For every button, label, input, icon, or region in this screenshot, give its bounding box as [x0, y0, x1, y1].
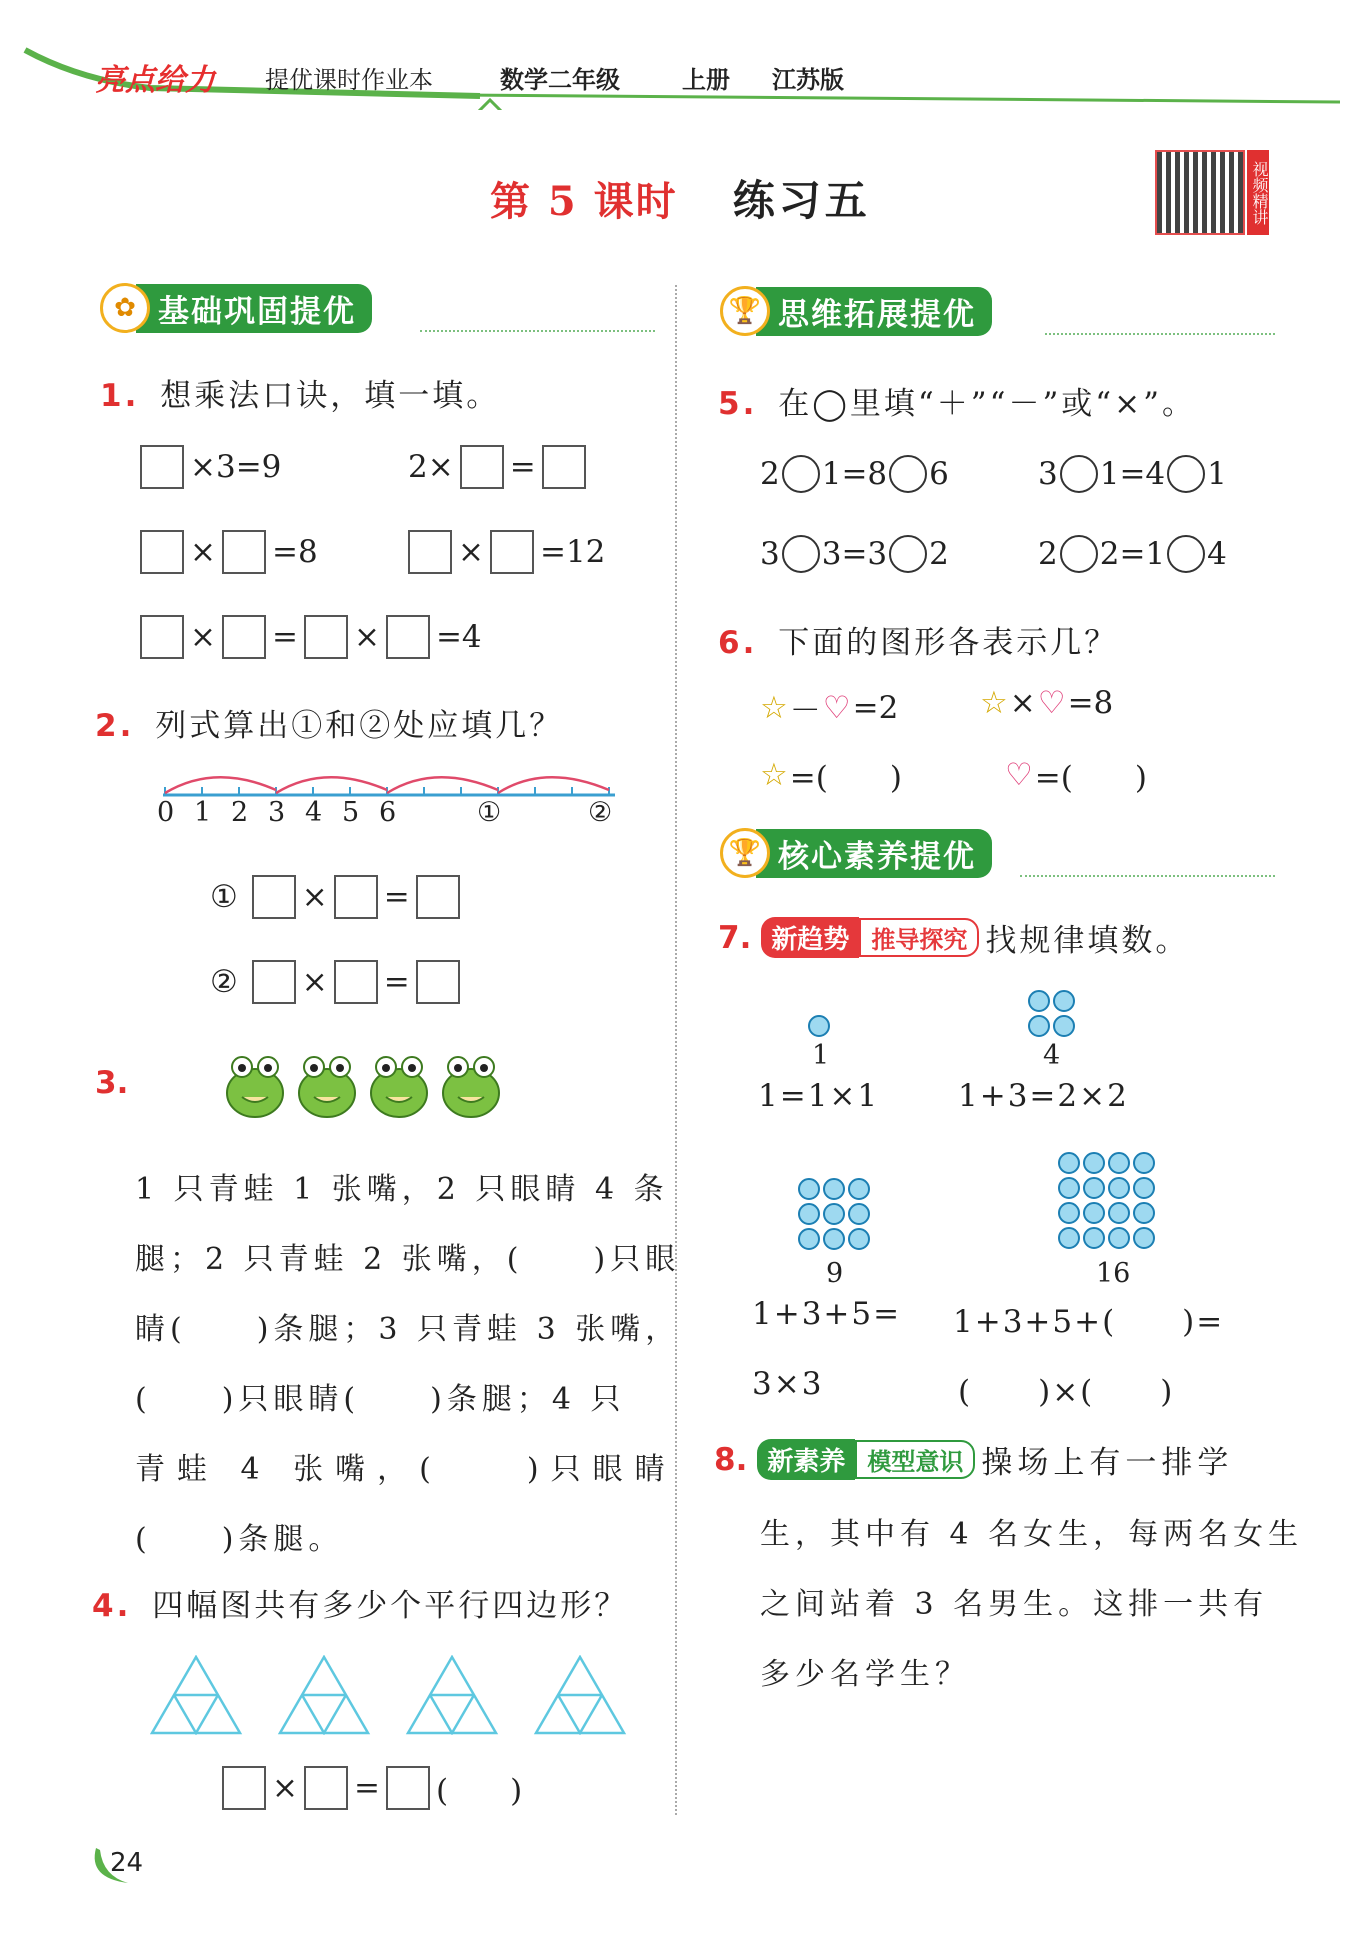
dot: [848, 1178, 870, 1200]
frog-icon: [443, 1057, 499, 1117]
operator-circle[interactable]: [1060, 535, 1098, 573]
dot: [823, 1228, 845, 1250]
star-icon: ☆: [760, 756, 788, 793]
q1-row-a: ×3=9: [140, 445, 281, 489]
operator-circle[interactable]: [889, 535, 927, 573]
tag-model: 模型意识: [855, 1440, 975, 1479]
triangle-figures: [150, 1655, 630, 1735]
heart-icon: ♡: [1037, 685, 1066, 721]
section-header-core: [720, 830, 992, 876]
question-number: 7.: [718, 919, 752, 956]
answer-box[interactable]: [416, 960, 460, 1004]
section-rule: [420, 330, 655, 332]
q1-row-e: × = × =4: [140, 615, 482, 659]
answer-box[interactable]: [140, 445, 184, 489]
subject-label: 数学二年级: [500, 66, 620, 94]
q4-answer-row: × = ( ): [222, 1765, 522, 1810]
question-7: [718, 915, 1189, 960]
dot: [848, 1228, 870, 1250]
trophy-icon: 🏆: [720, 828, 770, 878]
question-number: 4.: [92, 1588, 132, 1624]
question-number: 6.: [718, 625, 758, 661]
dot: [848, 1203, 870, 1225]
section-title: 核心素养提优: [756, 829, 992, 878]
operator-circle[interactable]: [1167, 455, 1205, 493]
frog-icon: [227, 1057, 283, 1117]
q6-row-1a: ☆ － ♡ =2: [760, 689, 899, 729]
question-6: [718, 617, 1118, 662]
dot: [1058, 1202, 1080, 1224]
dot: [1108, 1202, 1130, 1224]
question-text: 四幅图共有多少个平行四边形？: [152, 1588, 629, 1624]
q8-text: 生，其中有 4 名女生，每两名女生 之间站着 3 名男生。这排一共有 多少名学生？: [760, 1517, 1304, 1692]
frog-icon: [371, 1057, 427, 1117]
question-text: 在◯里填“＋”“－”或“×”。: [778, 386, 1196, 422]
dot: [798, 1178, 820, 1200]
q5-row-1a: 2 1=8 6: [760, 456, 949, 492]
answer-box[interactable]: [222, 1766, 266, 1810]
answer-box[interactable]: [542, 445, 586, 489]
question-text: 找规律填数。: [985, 923, 1190, 959]
question-4: [92, 1580, 628, 1625]
answer-box[interactable]: [334, 960, 378, 1004]
dot-pattern-4: [1028, 990, 1075, 1037]
operator-circle[interactable]: [782, 455, 820, 493]
answer-box[interactable]: [222, 615, 266, 659]
dot: [798, 1203, 820, 1225]
question-3-number: 3.: [95, 1065, 129, 1101]
trophy-icon: 🏆: [720, 286, 770, 336]
dot: [808, 1015, 830, 1037]
dot: [1058, 1177, 1080, 1199]
triangle-figure-icon: [152, 1657, 240, 1733]
dot-pattern-9: [798, 1178, 870, 1250]
question-text: 列式算出①和②处应填几？: [155, 708, 564, 744]
lesson-name: 练习五: [732, 176, 871, 225]
dot: [1083, 1227, 1105, 1249]
answer-box[interactable]: [252, 875, 296, 919]
answer-box[interactable]: [416, 875, 460, 919]
answer-box[interactable]: [408, 530, 452, 574]
star-icon: ☆: [980, 685, 1008, 721]
section-rule: [1020, 875, 1275, 877]
question-number: 8.: [714, 1441, 748, 1478]
answer-box[interactable]: [140, 530, 184, 574]
section-title: 思维拓展提优: [756, 287, 992, 336]
operator-circle[interactable]: [1167, 535, 1205, 573]
question-number: 5.: [718, 386, 758, 422]
dot: [1108, 1227, 1130, 1249]
dot: [1108, 1152, 1130, 1174]
dot: [1108, 1177, 1130, 1199]
dot: [1053, 990, 1075, 1012]
dot: [1028, 1015, 1050, 1037]
volume-label: 上册: [682, 66, 730, 94]
heart-icon: ♡: [1005, 756, 1033, 793]
answer-box[interactable]: [386, 615, 430, 659]
triangle-figure-icon: [280, 1657, 368, 1733]
answer-box[interactable]: [460, 445, 504, 489]
dot: [1058, 1227, 1080, 1249]
dot: [1083, 1177, 1105, 1199]
q3-text: 1 只青蛙 1 张嘴，2 只眼睛 4 条 腿；2 只青蛙 2 张嘴，( )只眼 睛( )条腿；3 只青蛙 3 张嘴， ( )只眼睛( )条腿；4 只 青蛙 4 张嘴，( )只眼睛 ( )条腿。: [135, 1172, 681, 1557]
video-label: 视频精讲: [1247, 150, 1269, 235]
question-1: [100, 370, 500, 415]
question-number: 1.: [100, 378, 140, 414]
star-icon: ☆: [760, 689, 788, 726]
answer-box[interactable]: [334, 875, 378, 919]
answer-box[interactable]: [304, 1766, 348, 1810]
operator-circle[interactable]: [889, 455, 927, 493]
section-rule: [1045, 333, 1275, 335]
dot: [798, 1228, 820, 1250]
flower-icon: ✿: [100, 283, 150, 333]
q5-row-2b: 2 2=1 4: [1038, 536, 1227, 572]
q6-row-2b: ♡ =( ): [1005, 756, 1147, 796]
section-header-thinking: [720, 288, 992, 334]
section-title: 基础巩固提优: [136, 284, 372, 333]
q2-row-2: ② × =: [210, 960, 460, 1004]
page-title: [490, 168, 871, 228]
operator-circle[interactable]: [782, 535, 820, 573]
tag-derivation: 推导探究: [859, 918, 979, 957]
answer-box[interactable]: [490, 530, 534, 574]
q5-row-2a: 3 3=3 2: [760, 536, 949, 572]
dot: [1083, 1202, 1105, 1224]
answer-box[interactable]: [304, 615, 348, 659]
question-text: 想乘法口诀，填一填。: [160, 378, 501, 414]
question-8: 8. 新素养 模型意识 操场上有一排学: [714, 1437, 1233, 1482]
dot: [1058, 1152, 1080, 1174]
tag-new-trend: 新趋势: [761, 917, 859, 958]
header-swoosh-icon: [20, 40, 1340, 110]
dot: [1133, 1202, 1155, 1224]
triangle-figure-icon: [536, 1657, 624, 1733]
dot: [1053, 1015, 1075, 1037]
dot: [1028, 990, 1050, 1012]
triangle-figure-icon: [408, 1657, 496, 1733]
heart-icon: ♡: [822, 689, 851, 726]
edition-label: 江苏版: [772, 66, 844, 94]
brand-logo: 亮点给力: [95, 63, 215, 98]
question-number: 2.: [95, 708, 135, 744]
dot: [1133, 1177, 1155, 1199]
answer-box[interactable]: [252, 960, 296, 1004]
answer-box[interactable]: [222, 530, 266, 574]
page-number: 24: [110, 1848, 144, 1878]
dot-pattern-1: [808, 1015, 830, 1037]
lesson-number: 第 5 课时: [490, 178, 678, 225]
dot: [1133, 1227, 1155, 1249]
question-text: 下面的图形各表示几？: [778, 625, 1119, 661]
series-name: 提优课时作业本: [265, 66, 433, 94]
operator-circle[interactable]: [1060, 455, 1098, 493]
section-header-basic: [100, 285, 372, 331]
tag-new-literacy: 新素养: [757, 1439, 855, 1480]
dot: [823, 1203, 845, 1225]
dot: [1133, 1152, 1155, 1174]
dot-pattern-16: [1058, 1152, 1155, 1249]
qr-code[interactable]: [1155, 150, 1245, 235]
q2-row-1: ① × =: [210, 875, 460, 919]
answer-box[interactable]: [386, 1766, 430, 1810]
q1-row-b: 2× =: [408, 445, 586, 489]
q6-row-2a: ☆ =( ): [760, 756, 902, 796]
q1-row-d: × =12: [408, 530, 605, 574]
number-line-labels: 0 1 2 3 4 5 6 ① ②: [157, 797, 613, 828]
q5-row-1b: 3 1=4 1: [1038, 456, 1227, 492]
dot: [1083, 1152, 1105, 1174]
frogs-illustration: [220, 1045, 510, 1125]
question-2: [95, 700, 563, 745]
page-header: [20, 40, 1340, 110]
question-5: [718, 378, 1196, 423]
answer-box[interactable]: [140, 615, 184, 659]
q1-row-c: × =8: [140, 530, 318, 574]
q6-row-1b: ☆ × ♡ =8: [980, 685, 1114, 721]
frog-icon: [299, 1057, 355, 1117]
column-divider: [675, 285, 677, 1815]
dot: [823, 1178, 845, 1200]
